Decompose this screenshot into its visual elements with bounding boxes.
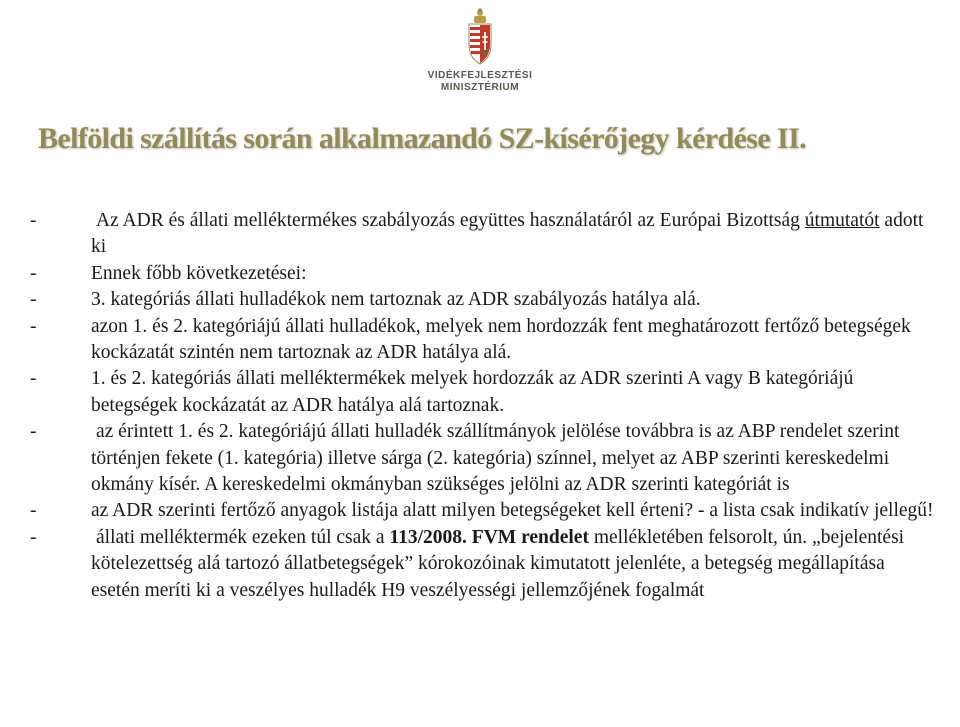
bullet-text: Az ADR és állati melléktermékes szabályozás együttes használatáról az Európai Bizottság (96, 210, 805, 231)
list-item (30, 525, 935, 604)
list-item (30, 208, 935, 261)
bullet-dash: - (30, 315, 37, 337)
bullet-text: az ADR szerinti fertőző anyagok listája alatt milyen betegségeket kell érteni? - a lista csak indikatív jellegű! (91, 500, 934, 522)
bullet-dash: - (30, 421, 37, 443)
ministry-logo (420, 8, 540, 100)
bullet-dash: - (30, 500, 37, 522)
bullet-text: 3. kategóriás állati hulladékok nem tartoznak az ADR szabályozás hatálya alá. (91, 289, 701, 311)
list-item (30, 261, 935, 287)
ministry-name-line1: VIDÉKFEJLESZTÉSI (427, 70, 533, 81)
underlined-term: útmutatót (804, 210, 880, 231)
ministry-name-line2: MINISZTÉRIUM (440, 82, 520, 93)
bullet-dash: - (30, 368, 37, 390)
bullet-dash: - (30, 262, 37, 284)
bullet-text: azon 1. és 2. kategóriájú állati hulladékok, melyek nem hordozzák fent meghatározott fertőző betegségek kockázatát szintén nem tartoznak az ADR hatálya alá. (91, 315, 911, 364)
hungarian-coat-of-arms-icon (465, 8, 495, 66)
bullet-dash: - (30, 289, 37, 311)
bullet-text: az érintett 1. és 2. kategóriájú állati hulladék szállítmányok jelölése továbbra is az ABP rendelet szerint történjen fekete (1. kategória) illetve sárga (2. kategória) színnel, melyet az ABP szerinti kereskedelmi okmány kísér. A kereskedelmi okmányban szükséges jelölni az ADR szerinti kategóriát is (91, 421, 900, 496)
list-item (30, 366, 935, 419)
bullet-text: 1. és 2. kategóriás állati melléktermékek melyek hordozzák az ADR szerinti A vagy B kategóriájú betegségek kockázatát az ADR hatálya alá tartoznak. (91, 368, 854, 416)
regulation-reference: 113/2008. FVM rendelet (389, 526, 589, 548)
bullet-text: Ennek főbb következetései: (91, 262, 307, 284)
bullet-dash: - (30, 526, 37, 548)
list-item (30, 314, 935, 367)
bullet-text: állati melléktermék ezeken túl csak a (96, 526, 390, 548)
bullet-text: mellékletében felsorolt, ún. „bejelentési kötelezettség alá tartozó állatbetegségek” kórokozóinak kimutatott jelenléte, a betegség megállapítása esetén meríti ki a veszélyes hulladék H9 veszélyességi jellemzőjének fogalmát (91, 526, 905, 601)
page-title: Belföldi szállítás során alkalmazandó SZ-kísérőjegy kérdése II. (38, 122, 807, 155)
bullet-list (30, 208, 935, 604)
bullet-dash: - (30, 210, 37, 231)
list-item (30, 287, 935, 313)
list-item (30, 498, 935, 524)
bullet-text: adott ki (91, 210, 924, 258)
list-item (30, 419, 935, 498)
